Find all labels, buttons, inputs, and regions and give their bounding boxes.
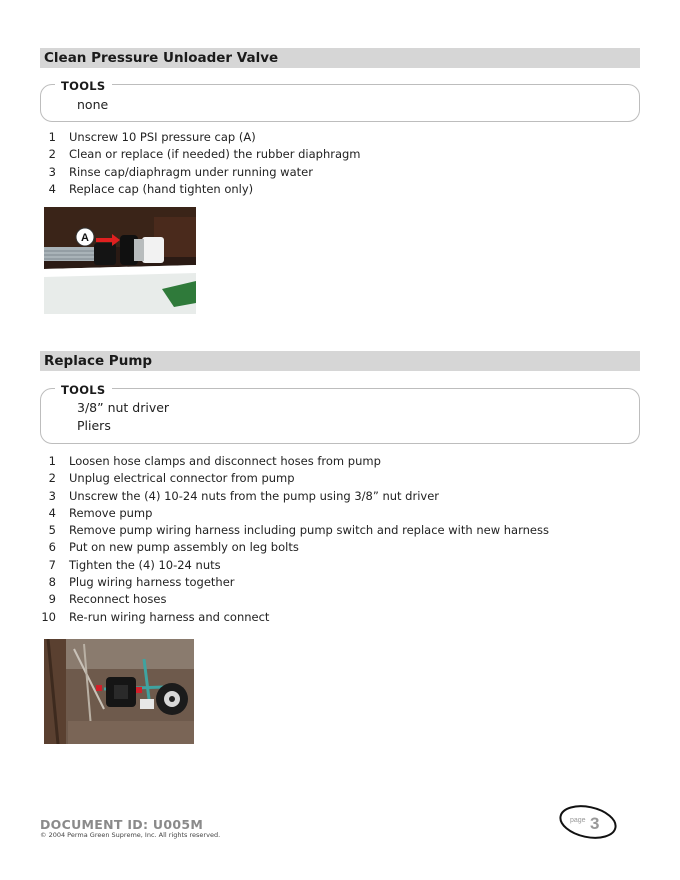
step-number: 7 (48, 557, 56, 572)
list-item (40, 609, 640, 626)
list-item (40, 539, 640, 556)
step-text: Put on new pump assembly on leg bolts (69, 540, 299, 555)
section-title-replace-pump: Replace Pump (40, 351, 640, 371)
callout-label: A (81, 232, 89, 244)
copyright: © 2004 Perma Green Supreme, Inc. All rights reserved. (40, 831, 221, 839)
step-number: 3 (48, 488, 56, 503)
pump-photo (44, 639, 194, 744)
step-number: 2 (48, 147, 56, 162)
steps-list-unloader-valve (40, 129, 640, 198)
tools-label: TOOLS (55, 383, 112, 397)
step-text: Unscrew the (4) 10-24 nuts from the pump using 3/8” nut driver (69, 488, 440, 503)
list-item (40, 505, 640, 522)
step-text: Rinse cap/diaphragm under running water (69, 164, 313, 179)
page-badge (558, 802, 620, 840)
step-text: Re-run wiring harness and connect (69, 609, 270, 624)
step-number: 1 (48, 454, 56, 468)
step-text: Plug wiring harness together (69, 575, 235, 590)
list-item (40, 181, 640, 198)
step-number: 5 (48, 523, 56, 538)
step-number: 4 (48, 505, 56, 520)
page-number: 3 (590, 814, 600, 833)
list-item (40, 522, 640, 539)
list-item (40, 470, 640, 487)
step-number: 2 (48, 471, 56, 486)
step-number: 6 (48, 540, 56, 555)
tool-item: Pliers (77, 418, 111, 433)
list-item (40, 591, 640, 608)
steps-list-replace-pump (40, 453, 640, 626)
list-item (40, 488, 640, 505)
step-number: 3 (48, 164, 56, 179)
list-item (40, 129, 640, 146)
section-title-unloader-valve: Clean Pressure Unloader Valve (40, 48, 640, 68)
step-number: 8 (48, 575, 56, 590)
page-label: page (570, 817, 586, 824)
step-number: 10 (41, 609, 56, 624)
list-item (40, 574, 640, 591)
list-item (40, 146, 640, 163)
tools-label: TOOLS (55, 79, 112, 93)
step-text: Loosen hose clamps and disconnect hoses from pump (69, 454, 381, 468)
step-text: Remove pump wiring harness including pump switch and replace with new harness (69, 523, 549, 538)
step-text: Replace cap (hand tighten only) (69, 181, 254, 196)
step-number: 4 (48, 181, 56, 196)
step-number: 9 (48, 592, 56, 607)
tools-box-unloader-valve (40, 79, 640, 122)
step-text: Unplug electrical connector from pump (69, 471, 295, 486)
unloader-valve-photo (44, 207, 196, 314)
step-text: Unscrew 10 PSI pressure cap (A) (69, 130, 256, 144)
step-text: Remove pump (69, 505, 153, 520)
list-item (40, 453, 640, 470)
step-text: Reconnect hoses (69, 592, 167, 607)
step-number: 1 (48, 130, 56, 144)
list-item (40, 164, 640, 181)
tools-box-replace-pump (40, 383, 640, 444)
list-item (40, 557, 640, 574)
step-text: Tighten the (4) 10-24 nuts (69, 557, 221, 572)
tool-item: none (77, 97, 109, 112)
step-text: Clean or replace (if needed) the rubber diaphragm (69, 147, 361, 162)
document-id: DOCUMENT ID: U005M (40, 817, 204, 832)
tool-item: 3/8” nut driver (77, 400, 170, 415)
